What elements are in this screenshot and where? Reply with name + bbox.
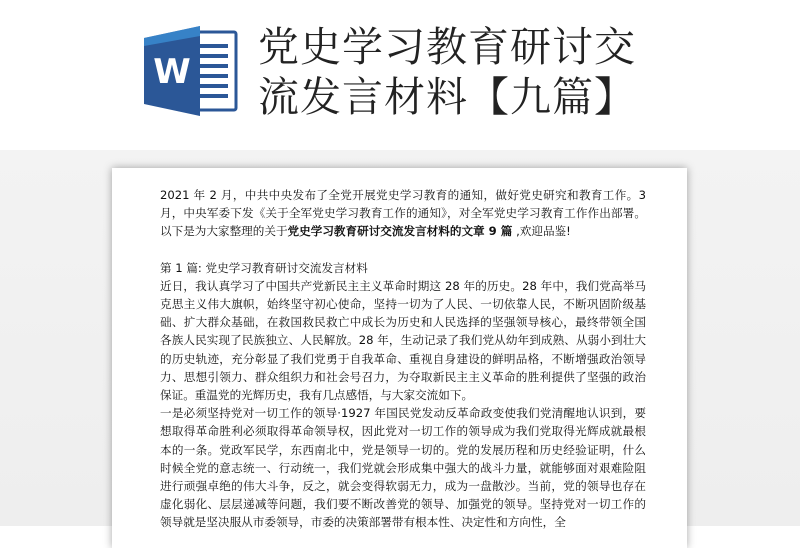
page-title [258, 22, 778, 122]
body-paragraph-2: 一是必须坚持党对一切工作的领导·1927 年国民党发动反革命政变使我们党清醒地认识到，要想取得革命胜利必须取得革命领导权，因此党对一切工作的领导成为我们党取得光辉成就最根本的一条。党政军民学，东西南北中，党是领导一切的。党的发展历程和历史经验证明，什么时候全党的意志统一、行动统一，我们党就会形成集中强大的战斗力量，就能够面对艰难险阻进行顽强卓绝的伟大斗争，反之，就会变得软弱无力，成为一盘散沙。当前，党的领导也存在虚化弱化、层层递减等问题，我们要不断改善党的领导、加强党的领导。坚持党对一切工作的领导就是坚决服从市委领导，市委的决策部署带有根本性、决定性和方向性，全 [160, 406, 646, 530]
body-paragraph-1: 近日，我认真学习了中国共产党新民主主义革命时期这 28 年的历史。28 年中，我们党高举马克思主义伟大旗帜，始终坚守初心使命，坚持一切为了人民、一切依靠人民，不断巩固阶级基础、扩大群众基础，在救国救民救亡中成长为历史和人民选择的坚强领导核心，最终带领全国各族人民实现了民族独立、人民解放。28 年，生动记录了我们党从幼年到成熟、从弱小到壮大的历史轨迹，充分彰显了我们党勇于自我革命、重视自身建设的鲜明品格，不断增强政治领导力、思想引领力、群众组织力和社会号召力，为夺取新民主主义革命的胜利提供了坚强的政治保证。重温党的光辉历史，我有几点感悟，与大家交流如下。 [160, 278, 646, 403]
section-heading: 第 1 篇: 党史学习教育研讨交流发言材料 [160, 260, 368, 275]
word-icon-letter: W [153, 52, 191, 92]
intro-text: 2021 年 2 月，中共中央发布了全党开展党史学习教育的通知，做好党史研究和教育工作。3 月，中央军委下发《关于全军党史学习教育工作的通知》，对全军党史学习教育工作作出部署。 以下是为大家整理的关于 [160, 188, 646, 239]
word-document-icon [140, 22, 240, 120]
intro-paragraph [160, 186, 646, 241]
document-page [112, 168, 687, 548]
intro-bold-text: 党史学习教育研讨交流发言材料的文章 9 篇 [287, 224, 513, 239]
document-content [160, 186, 646, 532]
intro-closing-text: ,欢迎品鉴! [512, 224, 571, 239]
title-line-1: 党史学习教育研讨交 [258, 23, 636, 71]
title-line-2: 流发言材料【九篇】 [258, 73, 636, 121]
